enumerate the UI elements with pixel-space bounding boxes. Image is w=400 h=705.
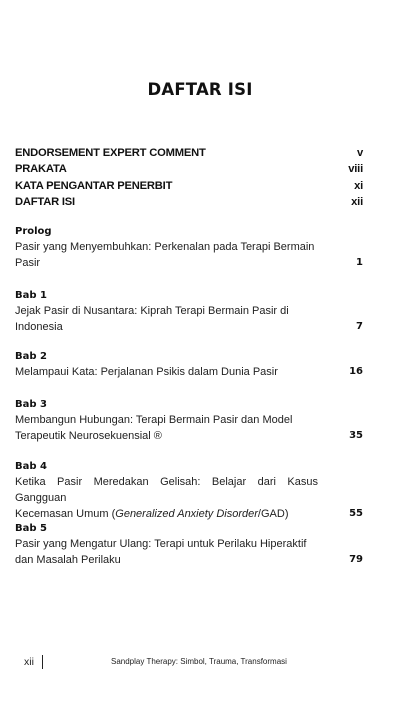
chapter-title (15, 364, 318, 380)
page-title: DAFTAR ISI (147, 80, 253, 99)
chapter-title-line: Pasir yang Menyembuhkan: Perkenalan pada Terapi Bermain (15, 241, 315, 253)
footer-divider (42, 655, 43, 669)
page-footer (0, 655, 400, 671)
chapter-title-line: Indonesia (15, 321, 63, 333)
chapter-title-line: Pasir (15, 257, 41, 269)
chapter-title-italic: Generalized Anxiety Disorder (115, 508, 258, 520)
chapter-page: 35 (349, 430, 363, 441)
chapter-page: 79 (349, 554, 363, 565)
chapter-page: 16 (349, 366, 363, 377)
toc-entry[interactable] (15, 147, 363, 163)
chapter-label: Bab 5 (15, 523, 47, 534)
toc-entry-page: xii (351, 195, 363, 208)
toc-entry-label: ENDORSEMENT EXPERT COMMENT (15, 147, 206, 159)
chapter-title (15, 412, 318, 444)
chapter-page: 55 (349, 508, 363, 519)
toc-entry-label: PRAKATA (15, 163, 67, 176)
toc-chapter-bab-5[interactable] (15, 521, 363, 568)
toc-entry-label: DAFTAR ISI (15, 195, 75, 208)
chapter-title (15, 474, 318, 522)
chapter-title-line: dan Masalah Perilaku (15, 554, 121, 566)
chapter-page: 1 (356, 257, 363, 268)
chapter-label: Prolog (15, 226, 52, 237)
chapter-title-line: Jejak Pasir di Nusantara: Kiprah Terapi Bermain Pasir di (15, 305, 289, 317)
toc-chapter-prolog[interactable] (15, 224, 363, 271)
toc-entry-page: v (356, 147, 363, 159)
toc-entry[interactable] (15, 196, 363, 212)
toc-chapter-bab-3[interactable] (15, 397, 363, 444)
footer-page-number: xii (24, 656, 34, 668)
chapter-title-line: Melampaui Kata: Perjalanan Psikis dalam Dunia Pasir (15, 366, 278, 378)
chapter-title-line: Ketika Pasir Meredakan Gelisah: Belajar dari Kasus Gangguan (15, 476, 318, 504)
toc-chapter-bab-1[interactable] (15, 288, 363, 335)
toc-entry[interactable] (15, 163, 363, 179)
chapter-title (15, 536, 318, 568)
toc-entry-page: xi (354, 179, 363, 192)
toc-chapter-bab-4[interactable] (15, 459, 363, 522)
chapter-title-line: Kecemasan Umum (Generalized Anxiety Disorder/GAD) (15, 508, 289, 520)
toc-entry-label: KATA PENGANTAR PENERBIT (15, 179, 173, 192)
chapter-label: Bab 4 (15, 461, 47, 472)
chapter-label: Bab 1 (15, 290, 47, 301)
front-matter-list (15, 147, 363, 212)
chapter-title (15, 303, 318, 335)
chapter-title-line: Membangun Hubungan: Terapi Bermain Pasir dan Model (15, 414, 293, 426)
chapter-title (15, 239, 318, 271)
toc-entry-page: viii (348, 163, 363, 176)
chapter-label: Bab 2 (15, 351, 47, 362)
footer-book-title: Sandplay Therapy: Simbol, Trauma, Transformasi (111, 657, 287, 666)
chapter-page: 7 (356, 321, 363, 332)
toc-chapter-bab-2[interactable] (15, 349, 363, 380)
toc-entry[interactable] (15, 180, 363, 196)
chapter-title-line: Pasir yang Mengatur Ulang: Terapi untuk Perilaku Hiperaktif (15, 538, 307, 550)
chapter-label: Bab 3 (15, 399, 47, 410)
chapter-title-line: Terapeutik Neurosekuensial ® (15, 430, 162, 442)
